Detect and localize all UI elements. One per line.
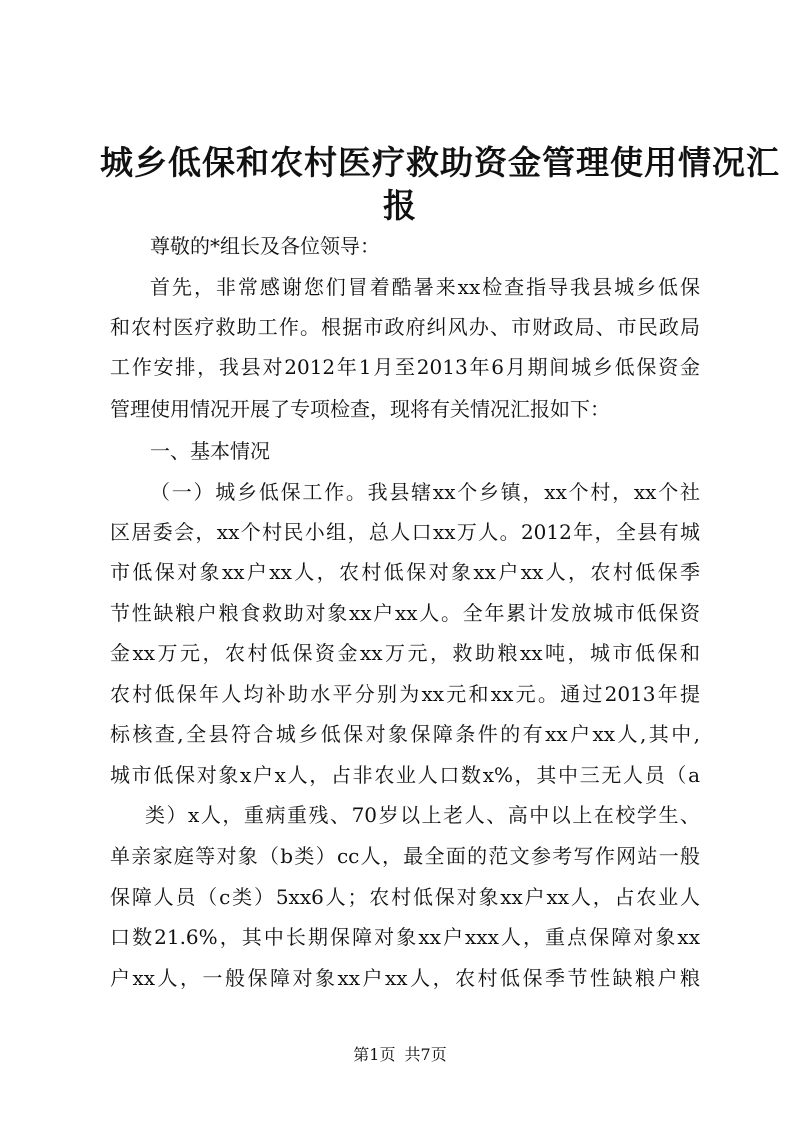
paragraph-line: 区居委会，xx个村民小组，总人口xx万人。2012年，全县有城 bbox=[110, 520, 700, 544]
paragraph-line: 农村低保年人均补助水平分别为xx元和xx元。通过2013年提 bbox=[110, 682, 700, 706]
paragraph-line: 和农村医疗救助工作。根据市政府纠风办、市财政局、市民政局 bbox=[110, 315, 700, 339]
paragraph-line: 类）x人，重病重残、70岁以上老人、高中以上在校学生、 bbox=[145, 803, 700, 827]
paragraph-line: 节性缺粮户粮食救助对象xx户xx人。全年累计发放城市低保资 bbox=[110, 601, 700, 625]
paragraph-line: 标核查,全县符合城乡低保对象保障条件的有xx户xx人,其中, bbox=[110, 722, 700, 746]
paragraph-line: 口数21.6%，其中长期保障对象xx户xxx人，重点保障对象xx bbox=[110, 925, 700, 949]
page-total: 共7页 bbox=[404, 1045, 447, 1064]
paragraph-line: 保障人员（c类）5xx6人；农村低保对象xx户xx人，占农业人 bbox=[110, 885, 700, 909]
paragraph-line: 户xx人，一般保障对象xx户xx人，农村低保季节性缺粮户粮 bbox=[110, 966, 700, 990]
paragraph-line: 市低保对象xx户xx人，农村低保对象xx户xx人，农村低保季 bbox=[110, 560, 700, 584]
paragraph-line: 首先，非常感谢您们冒着酷暑来xx检查指导我县城乡低保 bbox=[150, 275, 700, 299]
paragraph-line: 工作安排，我县对2012年1月至2013年6月期间城乡低保资金 bbox=[110, 355, 700, 379]
paragraph-line: （一）城乡低保工作。我县辖xx个乡镇，xx个村，xx个社 bbox=[150, 480, 700, 504]
section-heading: 一、基本情况 bbox=[150, 439, 270, 463]
paragraph-line: 单亲家庭等对象（b类）cc人，最全面的范文参考写作网站一般 bbox=[110, 844, 700, 868]
document-title-line-2: 报 bbox=[383, 186, 417, 225]
paragraph-line: 金xx万元，农村低保资金xx万元，救助粮xx吨，城市低保和 bbox=[110, 641, 700, 665]
paragraph-line: 城市低保对象x户x人，占非农业人口数x%，其中三无人员（a bbox=[110, 763, 700, 787]
page-footer bbox=[0, 1044, 800, 1066]
salutation: 尊敬的*组长及各位领导： bbox=[150, 234, 380, 258]
paragraph-line: 管理使用情况开展了专项检查，现将有关情况汇报如下： bbox=[110, 397, 610, 421]
document-title-line-1: 城乡低保和农村医疗救助资金管理使用情况汇 bbox=[100, 143, 780, 182]
page-number: 第1页 bbox=[353, 1045, 396, 1064]
